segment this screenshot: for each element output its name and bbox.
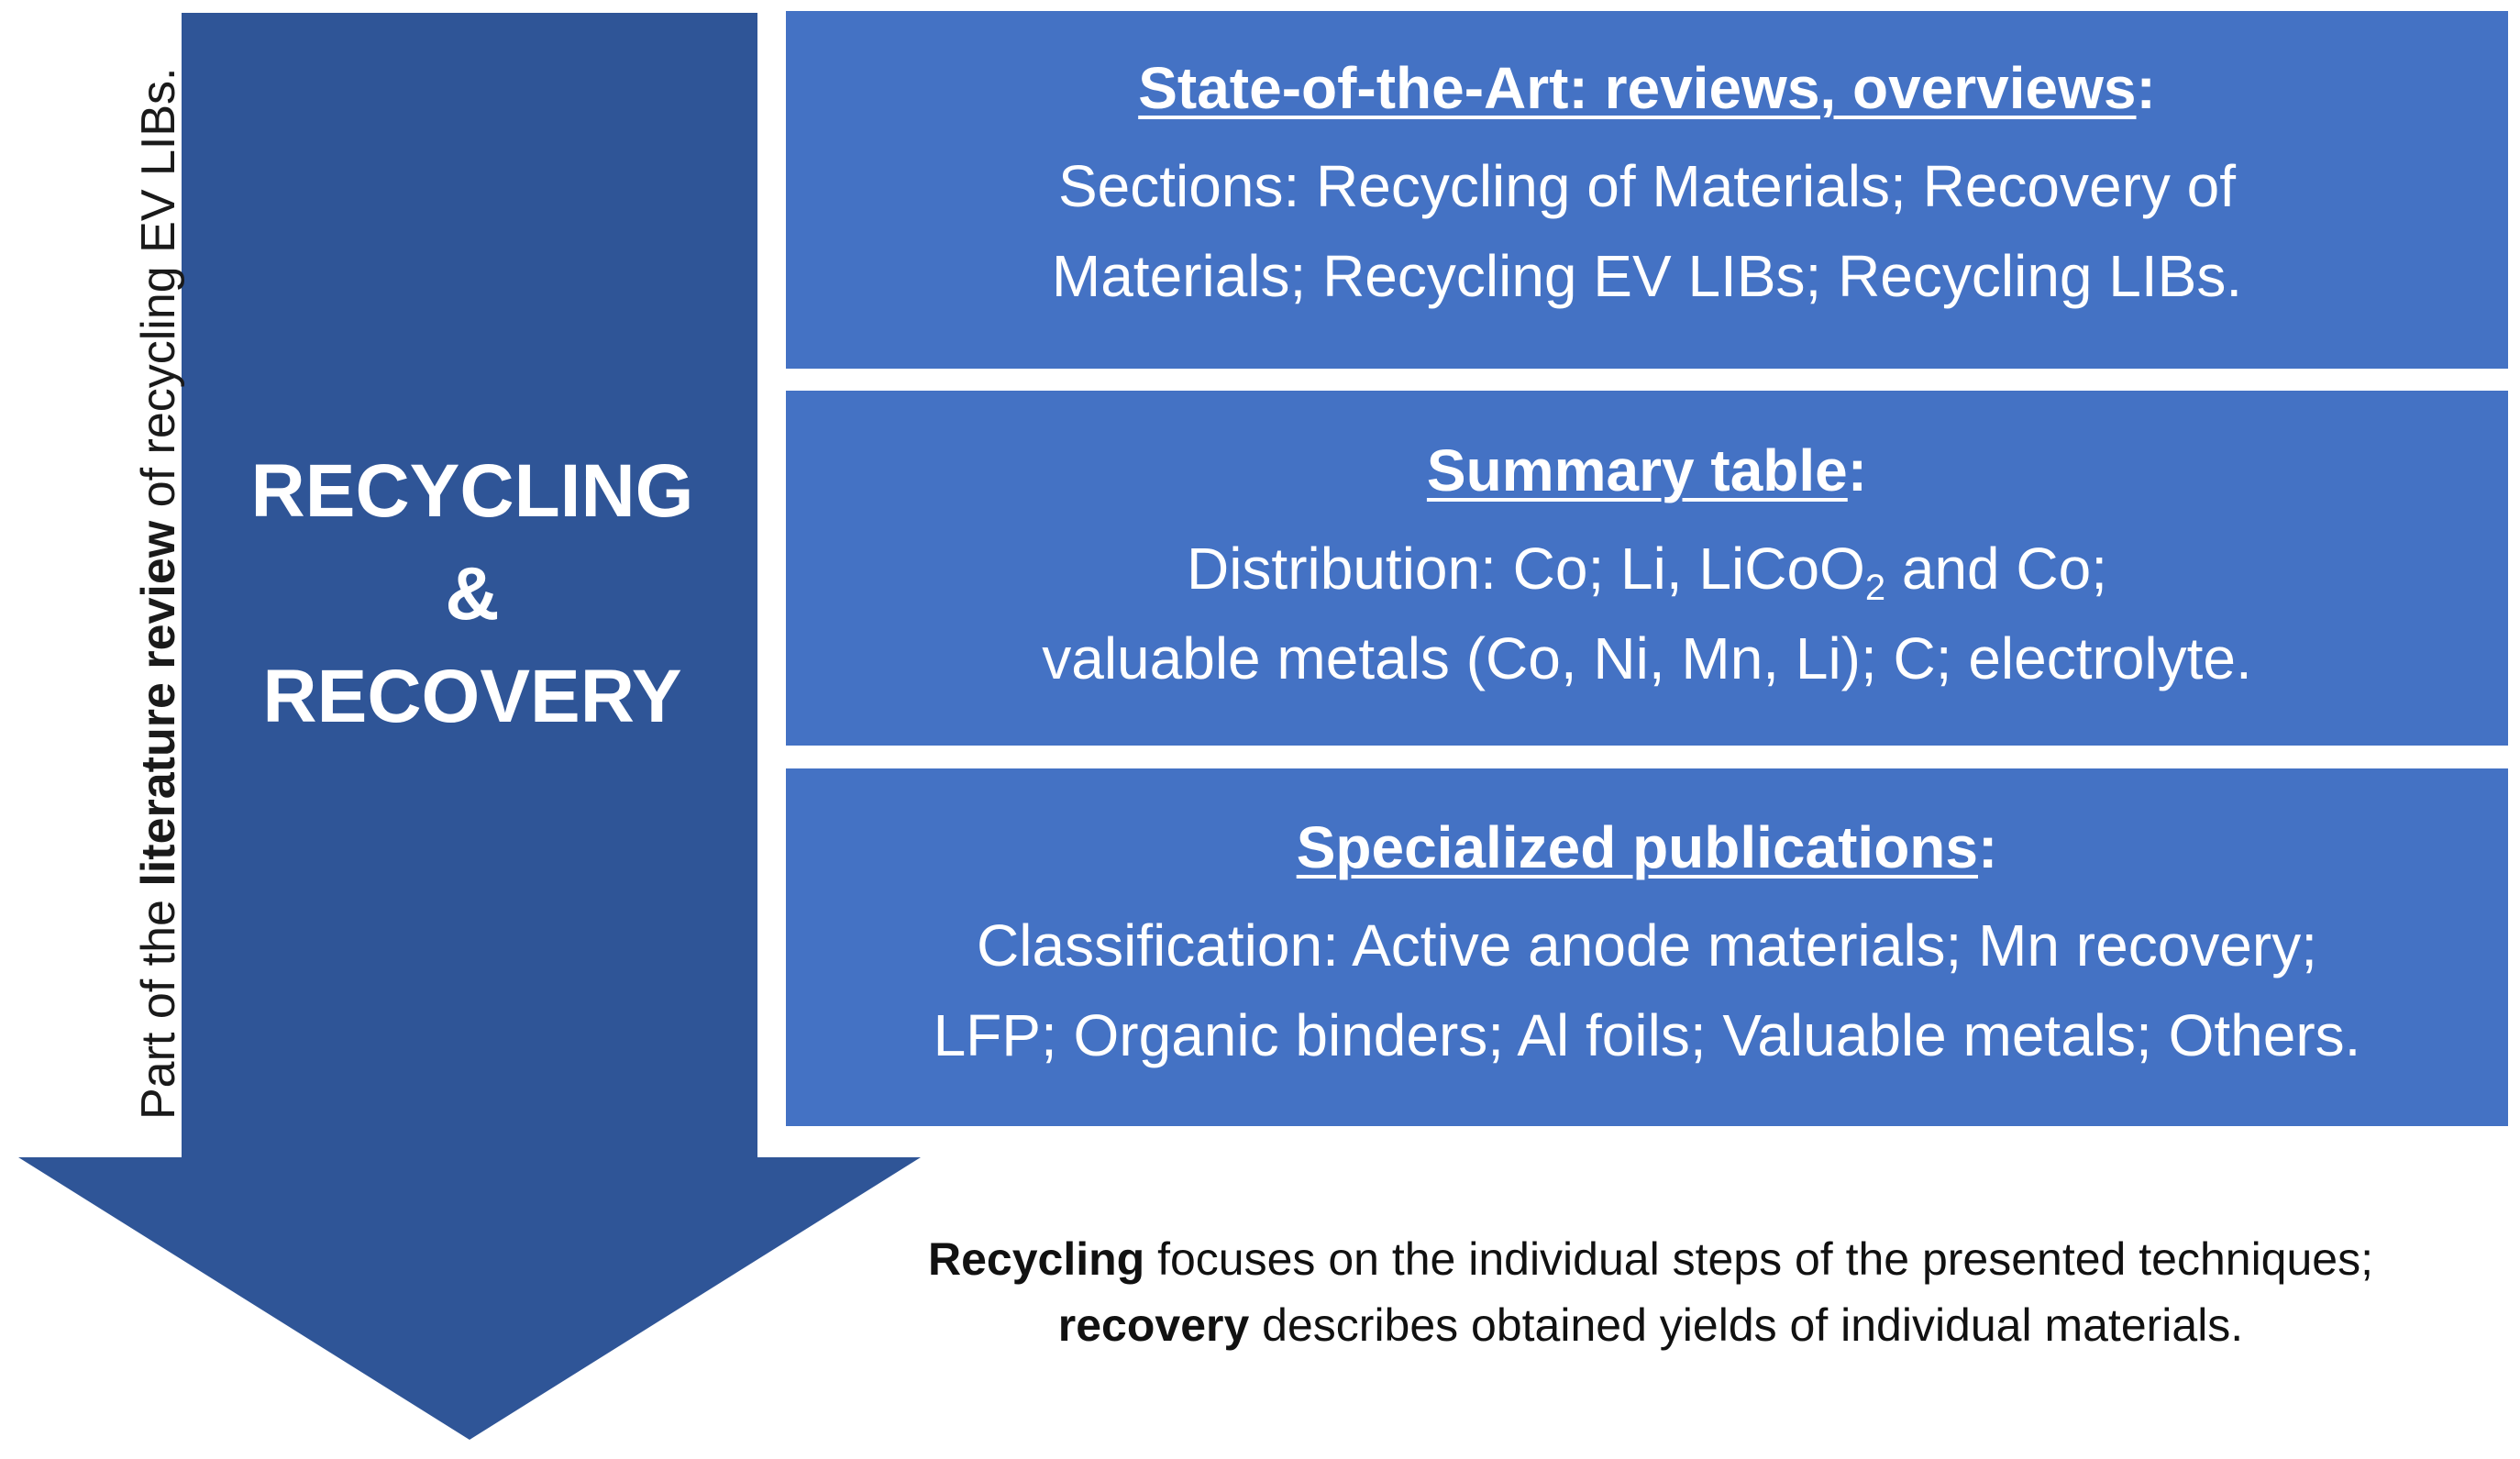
- arrow-title-line-1: RECYCLING: [250, 449, 694, 533]
- box-body-line-1: [786, 524, 2508, 613]
- footnote: [844, 1226, 2458, 1358]
- side-caption: [125, 47, 193, 1120]
- box-title-colon: :: [1977, 814, 1998, 880]
- box-title-colon: :: [1847, 437, 1868, 503]
- subscript-2: 2: [1864, 568, 1886, 608]
- box-title: [786, 51, 2508, 125]
- footnote-text-1: focuses on the individual steps of the presented techniques;: [1144, 1233, 2373, 1285]
- box-title: [786, 434, 2508, 507]
- box-body: [786, 141, 2508, 321]
- box-body-line-2: valuable metals (Co, Ni, Mn, Li); C; electrolyte.: [1042, 625, 2252, 691]
- summary-table-box: [786, 391, 2508, 746]
- box-body-line-2: LFP; Organic binders; Al foils; Valuable metals; Others.: [933, 1002, 2361, 1068]
- side-caption-suffix: of recycling EV LIBs.: [132, 67, 185, 521]
- box-body-line-1-b: and Co;: [1885, 536, 2108, 602]
- box-body-line-1-a: Distribution: Co; Li, LiCoO: [1186, 536, 1865, 602]
- footnote-bold-2: recovery: [1057, 1299, 1250, 1351]
- box-body-line-1: Classification: Active anode materials; Mn recovery;: [977, 912, 2317, 978]
- box-body-line-1: Sections: Recycling of Materials; Recovery of: [1057, 153, 2237, 219]
- footnote-text-2: describes obtained yields of individual materials.: [1249, 1299, 2244, 1351]
- footnote-line-1: [844, 1226, 2458, 1292]
- box-title: [786, 811, 2508, 884]
- box-title-colon: :: [2136, 55, 2156, 121]
- specialized-publications-box: [786, 768, 2508, 1126]
- box-title-text: Summary table: [1426, 437, 1848, 503]
- side-caption-bold: literature review: [132, 520, 185, 887]
- side-caption-prefix: Part of the: [132, 886, 185, 1120]
- box-body-line-2: Materials; Recycling EV LIBs; Recycling LIBs.: [1051, 243, 2243, 309]
- state-of-the-art-box: [786, 11, 2508, 369]
- footnote-line-2: [844, 1292, 2458, 1358]
- footnote-bold-1: Recycling: [928, 1233, 1145, 1285]
- arrow-title-line-3: RECOVERY: [262, 655, 682, 738]
- box-body: [786, 524, 2508, 703]
- box-title-text: Specialized publications: [1296, 814, 1978, 880]
- arrow-title-line-2: &: [445, 552, 500, 636]
- arrow-title: [183, 440, 761, 748]
- box-body: [786, 901, 2508, 1080]
- box-title-text: State-of-the-Art: reviews, overviews: [1138, 55, 2137, 121]
